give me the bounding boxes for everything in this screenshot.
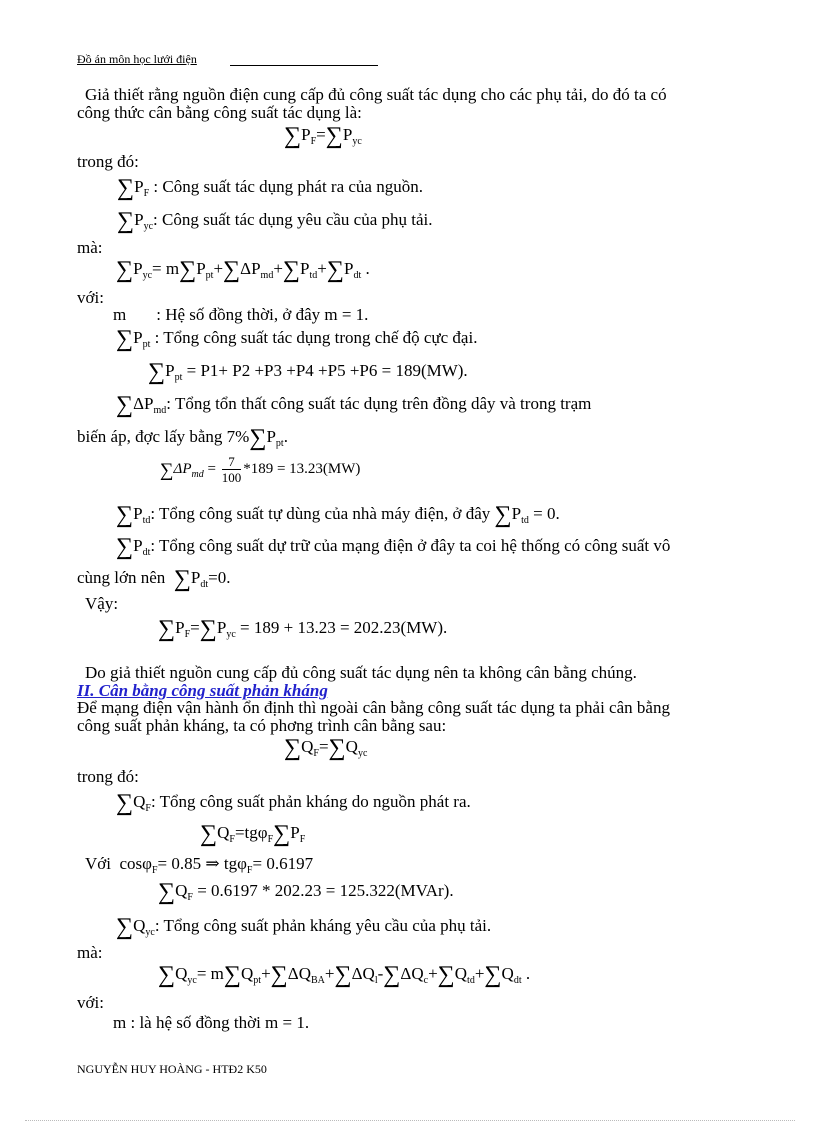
def-pf: $\sum P_F$ : Công suất tác dụng phát ra của nguồn.	[117, 175, 423, 201]
def-ppt: $\sum P_{pt}$ : Tổng công suất tác dụng trong chế độ cực đại.	[116, 326, 478, 352]
def-m2: m : là hệ số đồng thời m = 1.	[113, 1013, 310, 1032]
def-pyc: $\sum P_{yc}$: Công suất tác dụng yêu cầu của phụ tải.	[117, 208, 433, 234]
def-dpmd-line2: biến áp, đợc lấy bằng $7\%\sum P_{pt}$.	[77, 425, 288, 451]
def-dpmd: $\sum\Delta P_{md}$: Tổng tổn thất công suất tác dụng trên đồng dây và trong trạm	[116, 392, 592, 418]
equation-ppt: $\sum P_{pt} = P1+ P2 +P3 +P4 +P5 +P6 = 189(MW)$.	[148, 359, 468, 385]
def-m: m : Hệ số đồng thời, ở đây m = 1.	[113, 305, 369, 324]
equation-qf: $\sum Q_F=tg\varphi_F\sum P_F$	[200, 821, 306, 847]
para1-line1: Giả thiết rằng nguồn điện cung cấp đủ công suất tác dụng cho các phụ tải, do đó ta có	[85, 85, 667, 104]
section-heading: II. Cân bằng công suất phản kháng	[77, 681, 328, 700]
def-qyc: $\sum Q_{yc}$: Tổng công suất phản kháng yêu cầu của phụ tải.	[116, 914, 492, 940]
equation-cos: Với cosφ$_F$= 0.85 ⇒ tgφ$_F$= 0.6197	[85, 854, 314, 876]
label-voi: với:	[77, 288, 104, 307]
para3-line1: Để mạng điện vận hành ổn định thì ngoài cân bằng công suất tác dụng ta phải cân bằng	[77, 698, 670, 717]
def-qf: $\sum Q_F$: Tổng công suất phản kháng do nguồn phát ra.	[116, 790, 471, 816]
label-ma-2: mà:	[77, 943, 103, 962]
label-ma: mà:	[77, 238, 103, 257]
label-trong-do-2: trong đó:	[77, 767, 139, 786]
label-trong-do: trong đó:	[77, 152, 139, 171]
para1-line2: công thức cân bằng công suất tác dụng là:	[77, 103, 362, 122]
def-ptd: $\sum P_{td}$: Tổng công suất tự dùng của nhà máy điện, ở đây $\sum P_{td} = 0$.	[116, 502, 560, 528]
page-header: Đồ án môn học lưới điện	[77, 52, 197, 66]
equation-qyc: $\sum Q_{yc}= m\sum Q_{pt}+\sum\Delta Q_{BA}+\sum\Delta Q_l-\sum\Delta Q_c+\sum Q_{td}+\sum Q_{dt}$ .	[158, 962, 531, 988]
page-footer: NGUYỄN HUY HOÀNG - HTĐ2 K50	[77, 1062, 267, 1076]
label-vay: Vậy:	[85, 594, 119, 613]
def-pdt-line2: cùng lớn nên $\sum P_{dt}=0$.	[77, 566, 231, 592]
label-voi-2: với:	[77, 993, 104, 1012]
equation-reactive-balance: $\sum Q_F=\sum Q_{yc}$	[284, 735, 368, 761]
def-pdt: $\sum P_{dt}$: Tổng công suất dự trữ của mạng điện ở đây ta coi hệ thống có công suất vô	[116, 534, 671, 560]
para3-line2: công suất phản kháng, ta có phơng trình cân bằng sau:	[77, 716, 447, 735]
equation-power-balance: $\sum P_F=\sum P_{yc}$	[284, 123, 362, 149]
equation-pyc: $\sum P_{yc}= m\sum P_{pt}+\sum\Delta P_{md}+\sum P_{td}+\sum P_{dt}$ .	[116, 257, 370, 283]
equation-dpmd: $\sum\Delta P_{md}$ = $\frac{7}{100}$ *189 = 13.23(MW)	[160, 454, 361, 485]
page-edge-dots	[25, 1120, 795, 1121]
equation-pf-result: $\sum P_F=\sum P_{yc} = 189 + 13.23 = 202.23(MW)$.	[158, 616, 448, 642]
header-rule	[230, 65, 378, 66]
equation-qf-result: $\sum Q_F = 0.6197 * 202.23$ = 125.322(MVAr).	[158, 879, 454, 905]
para2: Do giả thiết nguồn cung cấp đủ công suất tác dụng nên ta không cân bằng chúng.	[85, 663, 637, 682]
